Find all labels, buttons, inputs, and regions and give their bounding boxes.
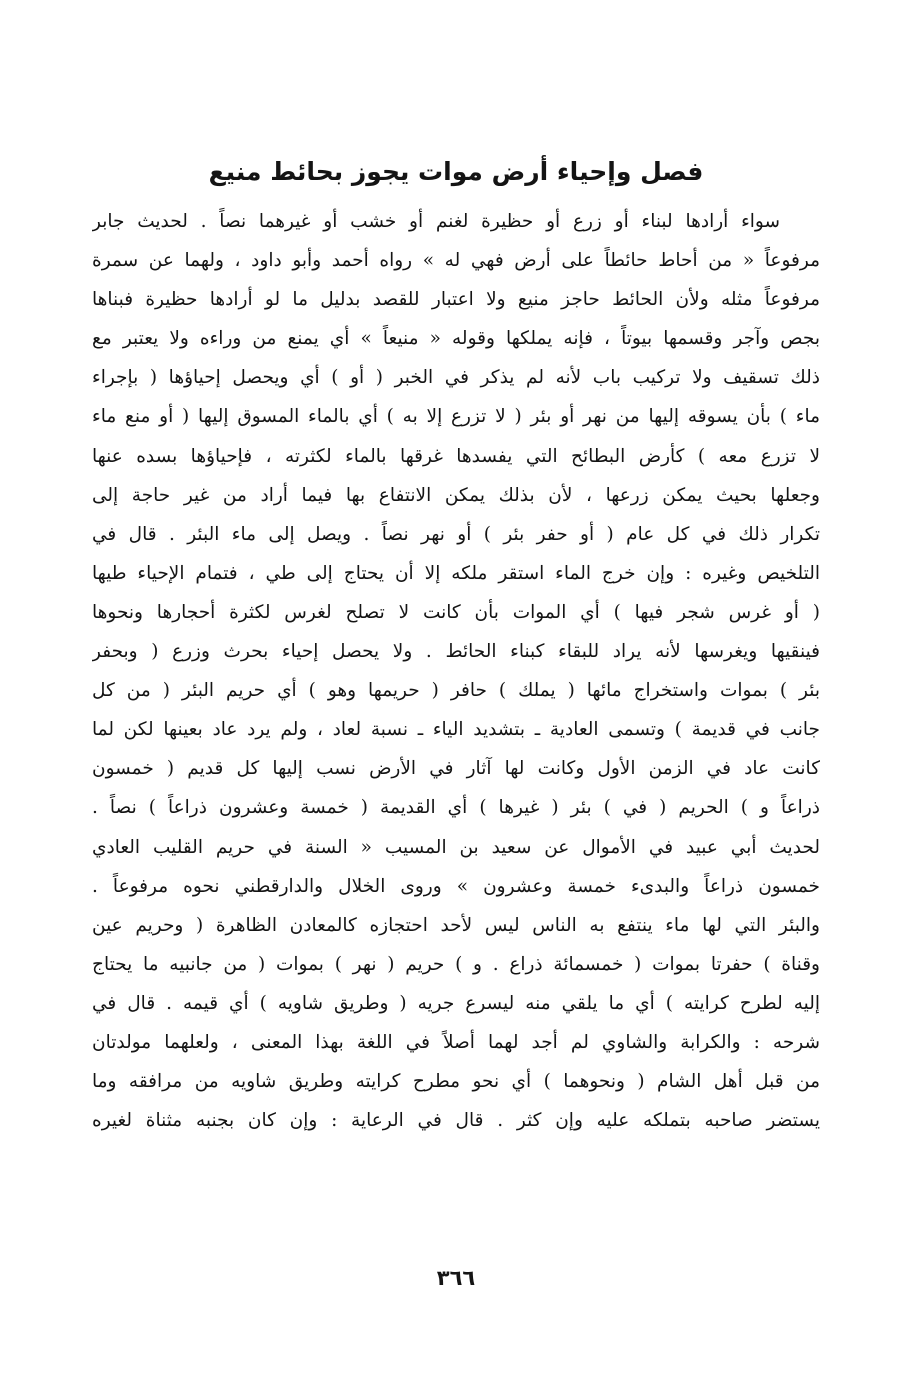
text-line: إليه لطرح كرايته ) أي ما يلقي منه ليسرع جريه ( وطريق شاويه ) أي قيمه . قال في [92, 992, 820, 1014]
text-line: مرفوعاً « من أحاط حائطاً على أرض فهي له » رواه أحمد وأبو داود ، ولهما عن سمرة [92, 250, 820, 272]
text-line: يستضر صاحبه بتملكه عليه وإن كثر . قال في الرعاية : وإن كان بجنبه مثناة لغيره [92, 1110, 820, 1132]
text-line: ( أو غرس شجر فيها ) أي الموات بأن كانت لا تصلح لغرس لكثرة أحجارها ونحوها [92, 601, 820, 623]
text-line: تكرار ذلك في كل عام ( أو حفر بئر ) أو نهر نصاً . ويصل إلى ماء البئر . قال في [92, 523, 820, 545]
text-line: ذراعاً و ) الحريم ( في ) بئر ( غيرها ) أي القديمة ( خمسة وعشرون ذراعاً ) نصاً . [92, 797, 820, 819]
text-line: خمسون ذراعاً والبدىء خمسة وعشرون » وروى الخلال والدارقطني نحوه مرفوعاً . [92, 875, 820, 897]
text-line: مرفوعاً مثله ولأن الحائط حاجز منيع ولا اعتبار للقصد بدليل ما لو أرادها حظيرة فبناها [92, 289, 820, 311]
text-line: فينقيها ويغرسها لأنه يراد للبقاء كبناء الحائط . ولا يحصل إحياء بحرث وزرع ( وبحفر [92, 641, 820, 663]
text-line: وجعلها بحيث يمكن زرعها ، لأن بذلك يمكن الانتفاع بها فيما أراد من غير حاجة إلى [92, 484, 820, 506]
text-line: كانت عاد في الزمن الأول وكانت لها آثار في الأرض نسب إليها كل قديم ( خمسون [92, 758, 820, 780]
body-text [92, 202, 820, 1140]
section-heading: فصل وإحياء أرض موات يجوز بحائط منيع [208, 157, 704, 186]
text-line: من قبل أهل الشام ( ونحوهما ) أي نحو مطرح كرايته وطريق شاويه من مرافقه وما [92, 1071, 820, 1093]
text-line: بجص وآجر وقسمها بيوتاً ، فإنه يملكها وقوله « منيعاً » أي يمنع من وراءه ولا يعتبر مع [92, 328, 820, 350]
text-line: بئر ) بموات واستخراج مائها ( يملك ) حافر ( حريمها وهو ) أي حريم البئر ( من كل [92, 680, 820, 702]
text-line: التلخيص وغيره : وإن خرج الماء استقر ملكه إلا أن يحتاج إلى طي ، فتمام الإحياء طيها [92, 562, 820, 584]
text-line: جانب في قديمة ) وتسمى العادية ـ بتشديد الياء ـ نسبة لعاد ، ولم يرد عاد بعينها لكن لما [92, 719, 820, 741]
text-line: وقناة ) حفرتا بموات ( خمسمائة ذراع . و ) حريم ( نهر ) بموات ( من جانبيه ما يحتاج [92, 953, 820, 975]
text-line: سواء أرادها لبناء أو زرع أو حظيرة لغنم أو خشب أو غيرهما نصاً . لحديث جابر [92, 211, 780, 232]
text-line: لحديث أبي عبيد في الأموال عن سعيد بن المسيب « السنة في حريم القليب العادي [92, 836, 820, 858]
text-line: لا تزرع معه ) كأرض البطائح التي يفسدها غرقها بالماء لكثرته ، فإحياؤها بسده عنها [92, 445, 820, 467]
page-number: ٣٦٦ [436, 1266, 476, 1290]
text-line: شرحه : والكرابة والشاوي لم أجد لهما أصلاً في اللغة بهذا المعنى ، ولعلهما مولدتان [92, 1031, 820, 1053]
text-line: والبئر التي لها ماء ينتفع به الناس ليس لأحد احتجازه كالمعادن الظاهرة ( وحريم عين [92, 914, 820, 936]
text-line: ذلك تسقيف ولا تركيب باب لأنه لم يذكر في الخبر ( أو ) أي ويحصل إحياؤها ( بإجراء [92, 367, 820, 389]
text-line: ماء ) بأن يسوقه إليها من نهر أو بئر ( لا تزرع إلا به ) أي بالماء المسوق إليها ( أو منع ماء [92, 406, 820, 428]
